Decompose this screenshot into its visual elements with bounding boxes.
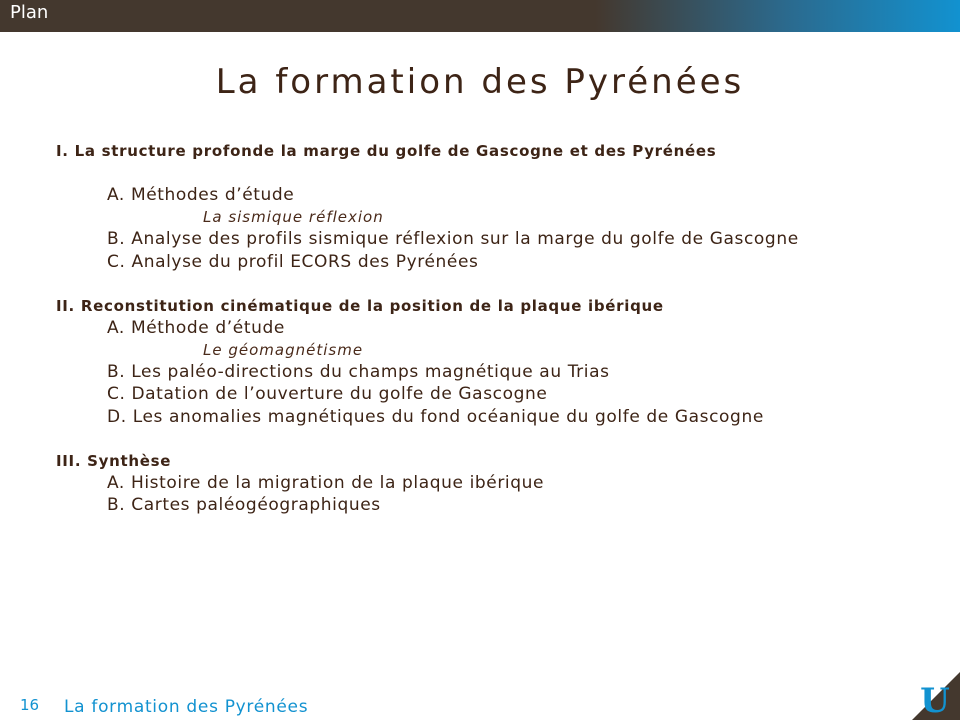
section-2-item-a: A. Méthode d’étude [107, 317, 285, 338]
section-1-item-a-note: La sismique réflexion [203, 208, 384, 227]
slide-title: La formation des Pyrénées [215, 62, 745, 102]
section-1-item-a: A. Méthodes d’étude [107, 185, 295, 205]
spacer [56, 428, 936, 450]
section-1-item-c: C. Analyse du profil ECORS des Pyrénées [107, 251, 479, 272]
section-2-item-c: C. Datation de l’ouverture du golfe de Gascogne [107, 384, 548, 405]
spacer [56, 273, 936, 295]
section-3-item-b: B. Cartes paléogéographiques [107, 495, 381, 516]
section-1-item-b: B. Analyse des profils sismique réflexion sur la marge du golfe de Gascogne [107, 229, 799, 250]
section-2-item-d: D. Les anomalies magnétiques du fond océanique du golfe de Gascogne [107, 406, 764, 427]
header-title: Plan [10, 2, 49, 23]
section-1-heading: I. La structure profonde la marge du golfe de Gascogne et des Pyrénées [56, 142, 717, 160]
section-3-item-a: A. Histoire de la migration de la plaque ibérique [107, 473, 545, 494]
section-2-item-b: B. Les paléo-directions du champs magnétique au Trias [107, 362, 610, 383]
section-3-heading: III. Synthèse [56, 452, 172, 471]
section-2-item-a-note: Le géomagnétisme [203, 341, 364, 360]
spacer [56, 162, 936, 184]
section-2-heading: II. Reconstitution cinématique de la position de la plaque ibérique [56, 296, 664, 315]
outline [56, 140, 936, 517]
logo-letter: U [920, 681, 950, 720]
header-bar [0, 0, 960, 32]
university-logo-icon [912, 672, 960, 720]
footer-title: La formation des Pyrénées [64, 697, 309, 717]
page-number: 16 [20, 696, 40, 714]
